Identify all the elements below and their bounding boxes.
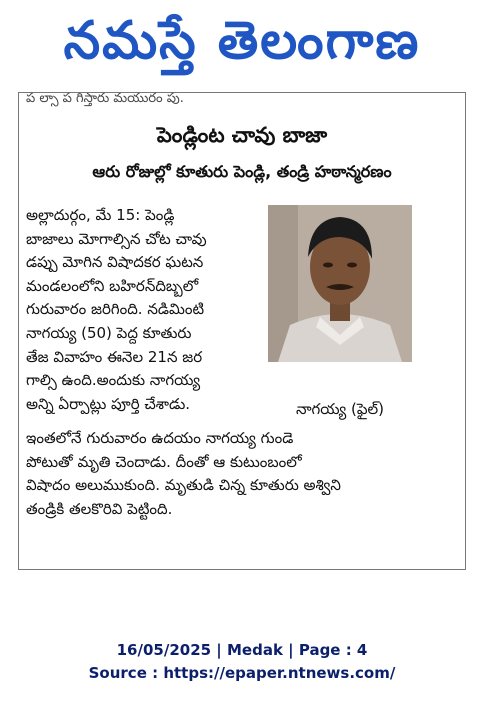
article-line: అన్ని ఏర్పాట్లు పూర్తి చేశాడు. — [26, 394, 191, 413]
article-line: ఇంతలోనే గురువారం ఉదయం నాగయ్య గుండె — [26, 429, 294, 447]
article-line: డప్పు మోగిన విషాదకర ఘటన — [26, 253, 204, 272]
article-line: గురువారం జరిగింది. నడిమింటి — [26, 300, 205, 319]
article-line: తేజ వివాహం ఈనెల 21న జర — [26, 347, 203, 366]
article-line: గాల్సి ఉంది.అందుకు నాగయ్య — [26, 371, 201, 390]
article-line: పోటుతో మృతి చెందాడు. దీంతో ఆ కుటుంబంలో — [26, 452, 302, 471]
footer-source-line: Source : https://epaper.ntnews.com/ — [88, 664, 396, 682]
photo-caption: నాగయ్య (ఫైల్) — [295, 400, 385, 418]
person-photo — [268, 205, 412, 362]
article-line: బాజాలు మోగాల్సిన చోట చావు — [26, 229, 207, 248]
article-line: నాగయ్య (50) పెద్ద కూతురు — [26, 323, 192, 342]
article-headline: పెండ్లింట చావు బాజా — [156, 123, 328, 147]
article-subheadline: ఆరు రోజుల్లో కూతురు పెండ్లి, తండ్రి హఠాన్మరణం — [92, 162, 392, 181]
newspaper-title: నమస్తే తెలంగాణ — [63, 11, 421, 71]
article-body-wide-column — [26, 427, 462, 521]
article-body-narrow-column — [26, 204, 262, 416]
cutoff-previous-article-line: ప ల్సా ప గిస్తారు మయురం పు. — [26, 91, 184, 106]
article-line: మండలంలోని బహిరన్‌దిబ్బలో — [26, 276, 199, 295]
article-line: విషాదం అలుముకుంది. మృతుడి చిన్న కూతురు అశ్విని — [26, 476, 341, 495]
article-line: అల్లాదుర్గం, మే 15: పెండ్లి — [26, 206, 175, 224]
article-line: తండ్రికి తలకొరివి పెట్టింది. — [26, 499, 173, 518]
footer-date-line: 16/05/2025 | Medak | Page : 4 — [116, 641, 368, 659]
masthead — [0, 6, 484, 76]
